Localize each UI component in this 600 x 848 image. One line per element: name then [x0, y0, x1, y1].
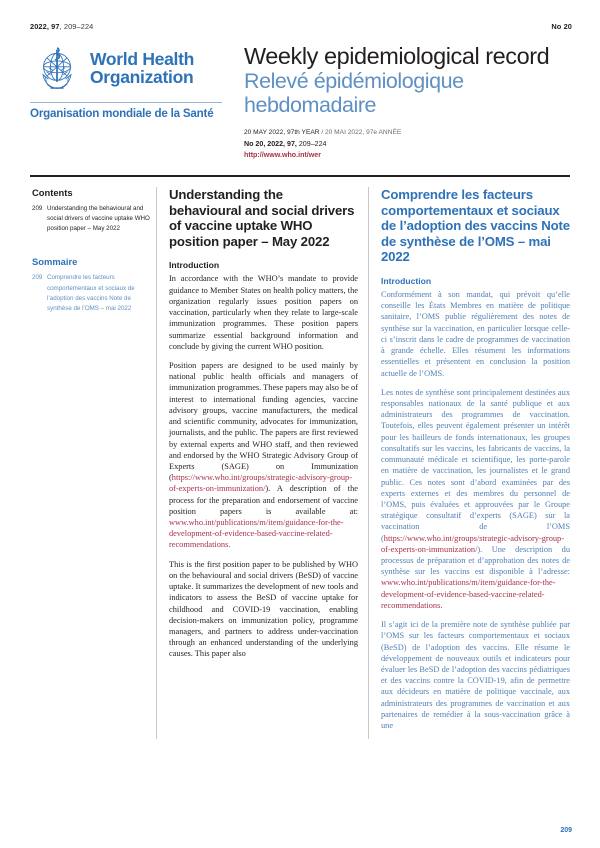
- toc-page-number-fr: 209: [32, 274, 43, 282]
- who-branding: [26, 42, 230, 120]
- publication-title-fr: Relevé épidémiologique hebdomadaire: [244, 69, 464, 117]
- issue-number: No 20: [551, 22, 572, 31]
- publication-titleblock: [230, 42, 574, 159]
- sage-link-en[interactable]: https://www.who.int/groups/strategic-advisory-group-of-experts-on-immunization/: [169, 473, 352, 494]
- who-organization-name-fr: Organisation mondiale de la Santé: [30, 107, 214, 120]
- publication-url-link[interactable]: http://www.who.int/wer: [244, 151, 321, 160]
- article-subheading-fr: Introduction: [381, 276, 432, 287]
- who-emblem-icon: [30, 42, 84, 96]
- toc-page-number: 209: [32, 205, 43, 213]
- content-columns: [26, 187, 574, 739]
- date-separator: /: [319, 129, 326, 137]
- article-paragraph-fr-1: Conformément à son mandat, qui prévoit qu’elle conseille les États Membres en matière de politique sanitaire, l’OMS publie régulièrement des notes de synthèse sur la vaccination, en particulier lorsque celle-ci s’inscrit dans le cadre de programmes de vaccination à grande échelle. Elles résument les informations essentielles et présentent en conclusion la position actuelle de l’OMS.: [381, 290, 570, 378]
- brand-divider: [30, 102, 222, 103]
- page-number: 209: [560, 827, 572, 834]
- publication-date-fr: 20 MAI 2022, 97e ANNÉE: [325, 129, 402, 137]
- masthead: [26, 42, 574, 159]
- article-column-en: [157, 187, 369, 739]
- contents-heading-fr: Sommaire: [32, 256, 78, 268]
- paragraph-fr-2-text-b: ). Une description du processus de préparation et d’approbation des notes de synthèse sur les vaccins est disponible à l’adresse:: [381, 544, 570, 577]
- publication-date-line: [244, 128, 574, 138]
- who-name-line1: World Health: [90, 49, 194, 70]
- masthead-divider: [30, 175, 570, 177]
- issue-volume-year: 2022, 97: [30, 22, 60, 31]
- issue-pages: 209–224: [63, 22, 94, 31]
- article-title-en: Understanding the behavioural and social drivers of vaccine uptake WHO position paper – May 2022: [169, 187, 355, 249]
- publication-meta: [244, 128, 574, 149]
- toc-item-fr[interactable]: [32, 273, 150, 313]
- toc-entry-label: Understanding the behavioural and social drivers of vaccine uptake WHO position paper – May 2022: [47, 205, 150, 233]
- publication-page-range: 209–224: [298, 139, 327, 148]
- publication-date-en: 20 MAY 2022, 97th YEAR: [244, 129, 320, 137]
- issue-line: [26, 22, 574, 31]
- guidance-link-en[interactable]: www.who.int/publications/m/item/guidance-for-the-development-of-evidence-based-vaccine-related-recommendations.: [169, 518, 344, 550]
- toc-entry-label-fr: Comprendre les facteurs comportementaux et sociaux de l’adoption des vaccins Note de synthèse de l’OMS – mai 2022: [47, 274, 135, 312]
- contents-heading-en: Contents: [32, 187, 73, 199]
- article-paragraph-en-2: [169, 360, 358, 551]
- article-title-fr: Comprendre les facteurs comportementaux et sociaux de l’adoption des vaccins Note de synthèse de l’OMS – mai 2022: [381, 187, 570, 265]
- publication-issue-no: No 20,: [244, 139, 266, 148]
- who-logo-block: [30, 42, 230, 96]
- who-name-line2: Organization: [90, 67, 194, 87]
- publication-title-en: Weekly epidemiological record: [244, 43, 550, 69]
- paragraph-fr-2-text-a: Les notes de synthèse sont principalement destinées aux responsables nationaux de la santé publique et aux administrateurs des programmes de vaccination. Toutefois, elles peuvent également présenter un intérêt pour les bailleurs de fonds internationaux, les groupes consultatifs sur les vaccins, les fabricants de vaccins, la communauté médicale et scientifique, les porte-parole en matière de vaccination, les journalistes et le grand public. Ces notes sont d’abord examinées par des experts externes et des membres du personnel de l’OMS, puis évaluées et approuvées par le Groupe stratégique consultatif d’experts (SAGE) sur la vaccination de l’OMS (: [381, 387, 570, 543]
- article-paragraph-fr-3: Il s’agit ici de la première note de synthèse publiée par l’OMS sur les facteurs comportementaux et sociaux (BeSD) de l’adoption des vaccins. Elle résume le développement de nouveaux outils et indicateurs pour évaluer les BeSD de l’adoption des vaccins pédiatriques et des vaccins contre la COVID-19, afin de permettre aux décideurs en matière de politique vaccinale, aux administrateurs des programmes de vaccination et aux partenaires de remédier à la sous-vaccination grâce à une: [381, 620, 570, 731]
- article-subheading-en: Introduction: [169, 260, 220, 271]
- sage-link-fr[interactable]: https://www.who.int/groups/strategic-advisory-group-of-experts-on-immunization/: [381, 533, 564, 554]
- issue-reference: 2022, 97, 209–224: [30, 22, 94, 31]
- article-paragraph-en-1: In accordance with the WHO’s mandate to provide guidance to Member States on health policy matters, the organization regularly issues position papers on vaccination, particularly when they relate to large-scale immunization programmes. These position papers summarize essential background information and conclude by giving the current WHO position.: [169, 274, 358, 351]
- article-paragraph-en-3: This is the first position paper to be published by WHO on the behavioural and social drivers (BeSD) of vaccine uptake. It summarizes the development of new tools and indicators to assess the BeSD of vaccine uptake for childhood and COVID-19 vaccination, enabling decision-makers on immunization policy, programme managers, and partners to address under-vaccination through an enhanced understanding of the underlying causes. This paper also: [169, 559, 358, 659]
- contents-sidebar: [28, 187, 157, 739]
- publication-reference-line: [244, 139, 574, 150]
- publication-volume: 2022, 97,: [267, 139, 297, 148]
- paragraph-en-2-text-b: ). A description of the process for the preparation and endorsement of vaccine position papers is available at:: [169, 484, 358, 516]
- guidance-link-fr[interactable]: www.who.int/publications/m/item/guidance-for-the-development-of-evidence-based-vaccine-related-recommendations.: [381, 578, 556, 610]
- article-column-fr: [369, 187, 572, 739]
- toc-item-en[interactable]: [32, 204, 150, 234]
- article-paragraph-fr-2: [381, 387, 570, 611]
- paragraph-en-2-text-a: Position papers are designed to be used mainly by national public health officials and managers of immunization programmes. These papers may also be of interest to international funding agencies, vaccine advisory groups, vaccine manufacturers, the medical and scientific community, advocates for immunization, journalists, and the public. The papers are first reviewed by external experts and WHO staff, and then reviewed and endorsed by the WHO Strategic Advisory Group of Experts (SAGE) on Immunization (: [169, 360, 358, 483]
- who-organization-name: [90, 51, 194, 87]
